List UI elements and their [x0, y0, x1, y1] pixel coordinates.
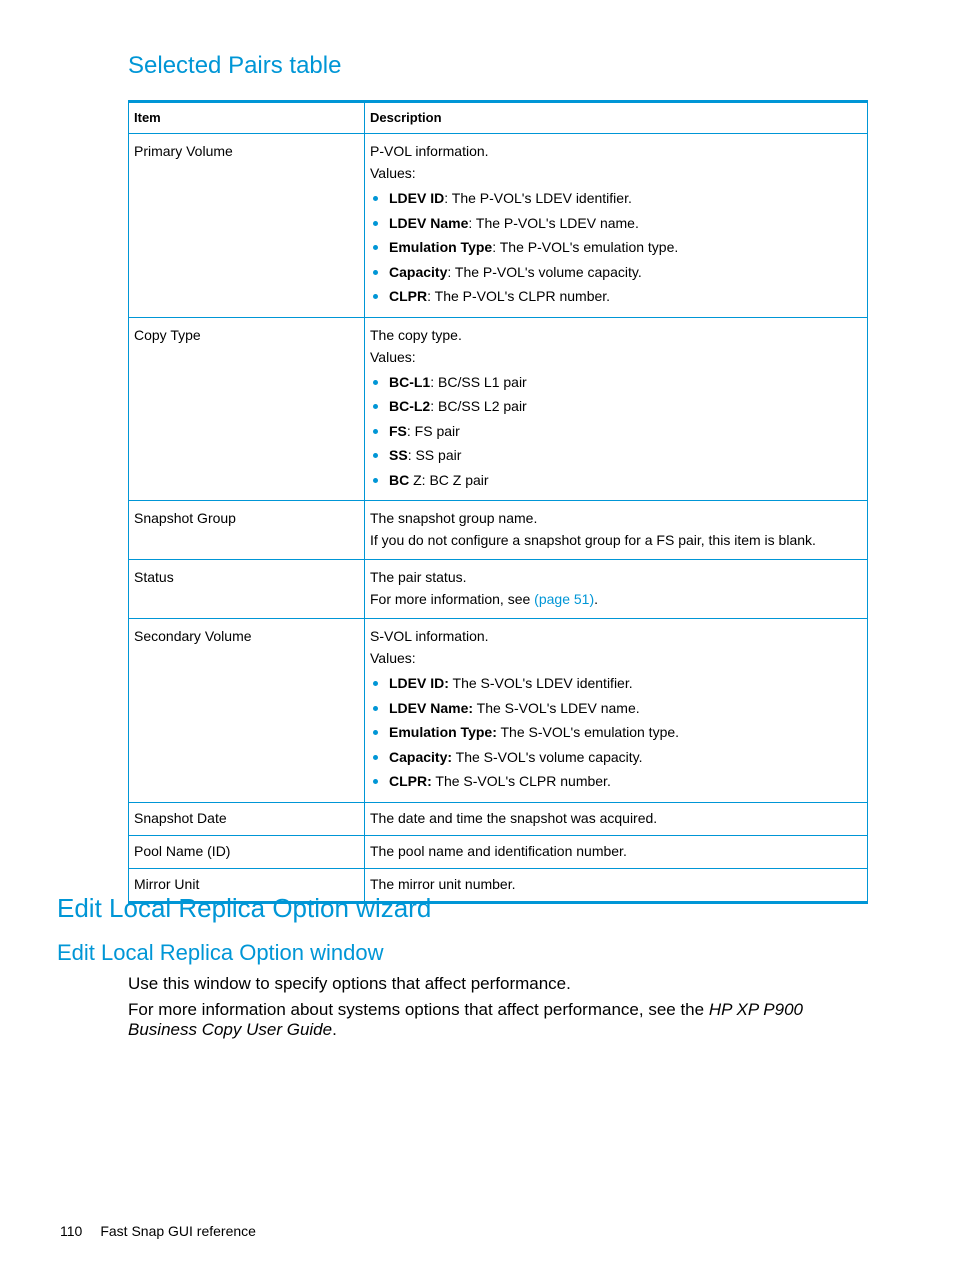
- value-term: LDEV Name: [389, 214, 469, 231]
- table-row: [129, 134, 868, 318]
- description-cell: The date and time the snapshot was acquired.: [365, 802, 868, 835]
- description-cell: [365, 501, 868, 560]
- table-row: [129, 560, 868, 619]
- value-term: BC: [389, 471, 410, 488]
- value-term: LDEV ID:: [389, 675, 449, 691]
- list-item: [370, 419, 862, 444]
- list-item: [370, 443, 862, 468]
- value-text: : The P-VOL's volume capacity.: [447, 263, 642, 280]
- table-header-row: [129, 102, 868, 134]
- value-term: BC-L2: [389, 398, 431, 414]
- list-item: [370, 260, 862, 285]
- table-row: [129, 802, 868, 835]
- column-header-description: Description: [365, 102, 868, 134]
- bullet-icon: [373, 755, 378, 760]
- value-term: LDEV ID: [389, 190, 445, 206]
- description-cell: [365, 560, 868, 619]
- value-text: : The P-VOL's LDEV name.: [468, 214, 639, 231]
- bullet-icon: [373, 270, 378, 275]
- item-cell: Primary Volume: [129, 134, 365, 318]
- list-item: [370, 370, 862, 395]
- table-row: [129, 835, 868, 868]
- item-cell: Pool Name (ID): [129, 835, 365, 868]
- table-row: [129, 501, 868, 560]
- value-term: Capacity:: [389, 748, 453, 765]
- list-item: [370, 211, 862, 236]
- value-text: The S-VOL's LDEV identifier.: [448, 675, 633, 691]
- reference-paragraph: [128, 1000, 868, 1040]
- bullet-icon: [373, 221, 378, 226]
- list-item: [370, 284, 862, 309]
- item-cell: Status: [129, 560, 365, 619]
- description-line: Values:: [370, 165, 416, 181]
- bullet-icon: [373, 429, 378, 434]
- selected-pairs-table: [128, 100, 868, 904]
- see-text: For more information, see: [370, 591, 535, 607]
- bullet-icon: [373, 294, 378, 299]
- value-text: The S-VOL's CLPR number.: [431, 773, 611, 789]
- wizard-heading: Edit Local Replica Option wizard: [57, 893, 432, 923]
- value-text: : The P-VOL's emulation type.: [492, 239, 679, 255]
- description-line: S-VOL information.: [370, 628, 489, 644]
- period-text: .: [594, 591, 598, 607]
- value-term: CLPR: [389, 288, 428, 304]
- item-cell: Snapshot Date: [129, 802, 365, 835]
- table-row: [129, 317, 868, 501]
- value-text: : BC/SS L2 pair: [430, 398, 527, 414]
- value-term: Capacity: [389, 263, 448, 280]
- value-text: : The P-VOL's LDEV identifier.: [444, 190, 632, 206]
- description-cell: The mirror unit number.: [365, 868, 868, 902]
- value-term: Emulation Type: [389, 239, 493, 255]
- values-list: [370, 370, 862, 493]
- bullet-icon: [373, 245, 378, 250]
- description-line: The pair status.: [370, 569, 467, 585]
- item-cell: Mirror Unit: [129, 868, 365, 902]
- description-line: The snapshot group name.: [370, 510, 538, 526]
- bullet-icon: [373, 779, 378, 784]
- list-item: [370, 745, 862, 770]
- footer-chapter: Fast Snap GUI reference: [100, 1223, 256, 1239]
- item-cell: Copy Type: [129, 317, 365, 501]
- description-line: Values:: [370, 348, 416, 365]
- value-term: BC-L1: [389, 373, 431, 390]
- value-term: SS: [389, 447, 408, 463]
- value-text: Z: BC Z pair: [409, 471, 489, 488]
- list-item: [370, 769, 862, 794]
- intro-paragraph: Use this window to specify options that affect performance.: [128, 974, 571, 993]
- guide-title: HP XP P900 Business Copy User Guide: [128, 1000, 803, 1039]
- bullet-icon: [373, 730, 378, 735]
- value-term: LDEV Name:: [389, 699, 474, 716]
- item-cell: Snapshot Group: [129, 501, 365, 560]
- section-title: Selected Pairs table: [128, 52, 342, 79]
- page-link[interactable]: (page 51): [534, 591, 595, 607]
- list-item: [370, 235, 862, 260]
- value-term: CLPR:: [389, 773, 432, 789]
- list-item: [370, 671, 862, 696]
- value-text: The S-VOL's LDEV name.: [473, 699, 640, 716]
- column-header-item: Item: [129, 102, 365, 134]
- value-text: The S-VOL's emulation type.: [496, 724, 680, 740]
- description-cell: [365, 619, 868, 803]
- value-text: : BC/SS L1 pair: [430, 373, 527, 390]
- description-line: If you do not configure a snapshot group for a FS pair, this item is blank.: [370, 532, 816, 548]
- list-item: [370, 394, 862, 419]
- bullet-icon: [373, 196, 378, 201]
- value-text: : The P-VOL's CLPR number.: [427, 288, 611, 304]
- bullet-icon: [373, 404, 378, 409]
- bullet-icon: [373, 706, 378, 711]
- list-item: [370, 720, 862, 745]
- description-line: P-VOL information.: [370, 143, 489, 159]
- value-text: : SS pair: [407, 447, 462, 463]
- list-item: [370, 186, 862, 211]
- reference-text: For more information about systems options that affect performance, see the: [128, 1000, 709, 1019]
- description-cell: [365, 317, 868, 501]
- value-text: : FS pair: [406, 422, 460, 439]
- period-text: .: [332, 1020, 337, 1039]
- description-cell: The pool name and identification number.: [365, 835, 868, 868]
- list-item: [370, 468, 862, 493]
- values-list: [370, 186, 862, 309]
- value-term: Emulation Type:: [389, 724, 497, 740]
- value-term: FS: [389, 422, 407, 439]
- page-footer: [60, 1223, 256, 1239]
- values-list: [370, 671, 862, 794]
- description-line: The copy type.: [370, 326, 462, 343]
- value-text: The S-VOL's volume capacity.: [452, 748, 643, 765]
- description-line: Values:: [370, 650, 416, 666]
- bullet-icon: [373, 478, 378, 483]
- description-cell: [365, 134, 868, 318]
- list-item: [370, 696, 862, 721]
- bullet-icon: [373, 681, 378, 686]
- bullet-icon: [373, 380, 378, 385]
- bullet-icon: [373, 453, 378, 458]
- table-row: [129, 619, 868, 803]
- description-line: [370, 588, 862, 610]
- item-cell: Secondary Volume: [129, 619, 365, 803]
- window-heading: Edit Local Replica Option window: [57, 940, 384, 965]
- page-number: 110: [60, 1223, 83, 1239]
